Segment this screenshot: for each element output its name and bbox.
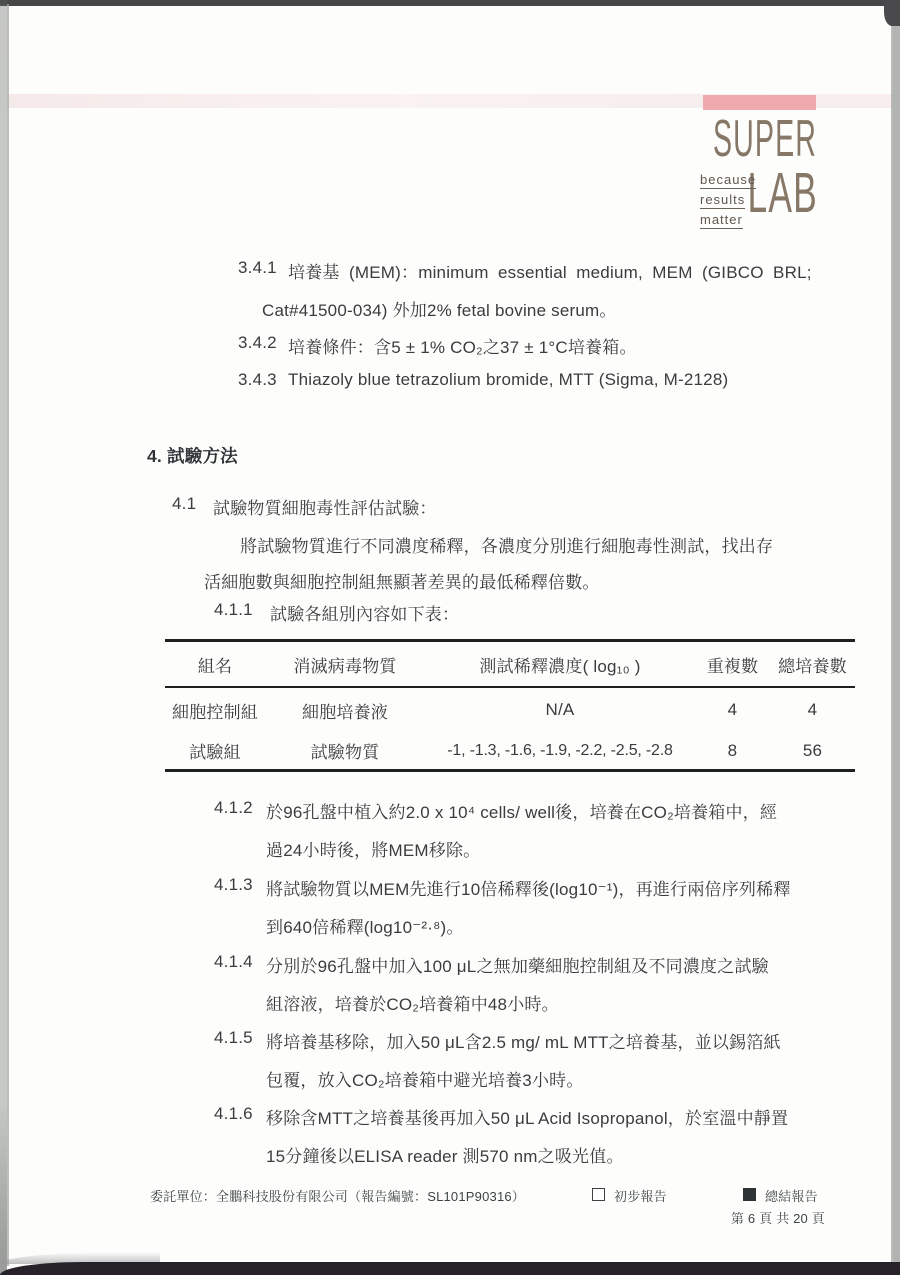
table-row (165, 732, 855, 769)
scan-edge-right-line (891, 25, 893, 1265)
item-4-1-5-line1: 將培養基移除，加入50 μL含2.5 mg/ mL MTT之培養基，並以錫箔紙 (266, 1033, 781, 1052)
brand-tagline-matter: matter (700, 212, 743, 227)
cell-group: 試驗組 (189, 743, 241, 762)
section-4-1-number: 4.1 (172, 494, 197, 513)
scan-corner-top-right (884, 0, 900, 26)
scan-edge-top (0, 0, 900, 6)
footer-client-info: 委託單位：全鵬科技股份有限公司（報告編號：SL101P90316） (150, 1189, 526, 1204)
cell-dilution: N/A (545, 700, 575, 719)
scan-edge-bottom (0, 1262, 900, 1275)
section-4-1-paragraph-line1: 將試驗物質進行不同濃度稀釋，各濃度分別進行細胞毒性測試，找出存 (240, 537, 774, 556)
table-row (165, 688, 855, 732)
scan-edge-right (893, 0, 900, 1275)
item-4-1-2-line2: 過24小時後，將MEM移除。 (266, 841, 481, 860)
item-4-1-5-number: 4.1.5 (214, 1028, 253, 1047)
brand-pink-bar (703, 95, 816, 110)
page-number: 第 6 頁 共 20 頁 (730, 1211, 825, 1226)
test-groups-table (165, 639, 855, 772)
item-3-4-1-line1: 培養基 (MEM)：minimum essential medium, MEM (GIBCO BRL; (288, 263, 812, 282)
item-4-1-1-text: 試驗各組別內容如下表： (270, 605, 460, 624)
item-4-1-3-line2: 到640倍稀釋(log10⁻²·⁸)。 (266, 918, 464, 937)
table-header-virucide: 消滅病毒物質 (293, 656, 397, 676)
item-4-1-4-line2: 組溶液，培養於CO₂培養箱中48小時。 (266, 995, 559, 1014)
table-header-group: 組名 (197, 656, 233, 676)
item-3-4-3-number: 3.4.3 (238, 370, 277, 389)
cell-virucide: 試驗物質 (310, 743, 380, 762)
item-4-1-6-line1: 移除含MTT之培養基後再加入50 μL Acid Isopropanol，於室溫中靜置 (266, 1109, 789, 1128)
final-report-label: 總結報告 (765, 1189, 818, 1204)
item-4-1-6-line2: 15分鐘後以ELISA reader 測570 nm之吸光值。 (266, 1147, 624, 1166)
item-4-1-4-number: 4.1.4 (214, 952, 253, 971)
cell-virucide: 細胞培養液 (302, 702, 388, 722)
preliminary-report-label: 初步報告 (614, 1189, 667, 1204)
table-header-total-cultures: 總培養數 (778, 656, 847, 676)
cell-total-cultures: 4 (807, 700, 818, 719)
item-4-1-2-line1: 於96孔盤中植入約2.0 x 10⁴ cells/ well後，培養在CO₂培養箱中，經 (266, 803, 778, 822)
item-3-4-2-number: 3.4.2 (238, 333, 277, 352)
item-3-4-1-number: 3.4.1 (238, 258, 277, 277)
item-4-1-3-line1: 將試驗物質以MEM先進行10倍稀釋後(log10⁻¹)，再進行兩倍序列稀釋 (266, 880, 791, 899)
brand-wordmark-lab: LAB (747, 161, 818, 225)
cell-total-cultures: 56 (802, 740, 823, 760)
item-3-4-3-line1: Thiazoly blue tetrazolium bromide, MTT (Sigma, M-2128) (288, 370, 729, 389)
final-report-checkbox (743, 1188, 756, 1201)
item-4-1-1-number: 4.1.1 (214, 600, 253, 619)
cell-replicates: 4 (727, 700, 738, 719)
brand-wordmark-super: SUPER (712, 110, 817, 168)
table-header-replicates: 重複數 (706, 656, 759, 676)
scan-edge-left (0, 0, 7, 1275)
item-4-1-6-number: 4.1.6 (214, 1104, 253, 1123)
table-header-row (165, 642, 855, 688)
brand-tagline-results: results (700, 192, 746, 207)
item-4-1-3-number: 4.1.3 (214, 875, 253, 894)
cell-dilution: -1, -1.3, -1.6, -1.9, -2.2, -2.5, -2.8 (447, 741, 673, 759)
preliminary-report-checkbox (592, 1188, 605, 1201)
brand-tagline-because: because (700, 172, 757, 187)
item-4-1-2-number: 4.1.2 (214, 798, 253, 817)
item-4-1-5-line2: 包覆，放入CO₂培養箱中避光培養3小時。 (266, 1071, 584, 1090)
brand-tagline (700, 172, 757, 232)
cell-replicates: 8 (727, 740, 738, 760)
item-3-4-1-line2: Cat#41500-034) 外加2% fetal bovine serum。 (262, 301, 617, 320)
cell-group: 細胞控制組 (172, 702, 258, 722)
scan-edge-left-line (7, 4, 9, 1266)
item-4-1-4-line1: 分別於96孔盤中加入100 μL之無加藥細胞控制組及不同濃度之試驗 (266, 957, 769, 976)
section-4-heading: 4. 試驗方法 (147, 446, 238, 466)
table-header-dilution: 測試稀釋濃度( log₁₀ ) (479, 656, 641, 676)
section-4-1-title: 試驗物質細胞毒性評估試驗： (213, 499, 437, 518)
section-4-1-paragraph-line2: 活細胞數與細胞控制組無顯著差異的最低稀釋倍數。 (204, 573, 600, 592)
item-3-4-2-line1: 培養條件：含5 ± 1% CO₂之37 ± 1°C培養箱。 (288, 338, 637, 357)
